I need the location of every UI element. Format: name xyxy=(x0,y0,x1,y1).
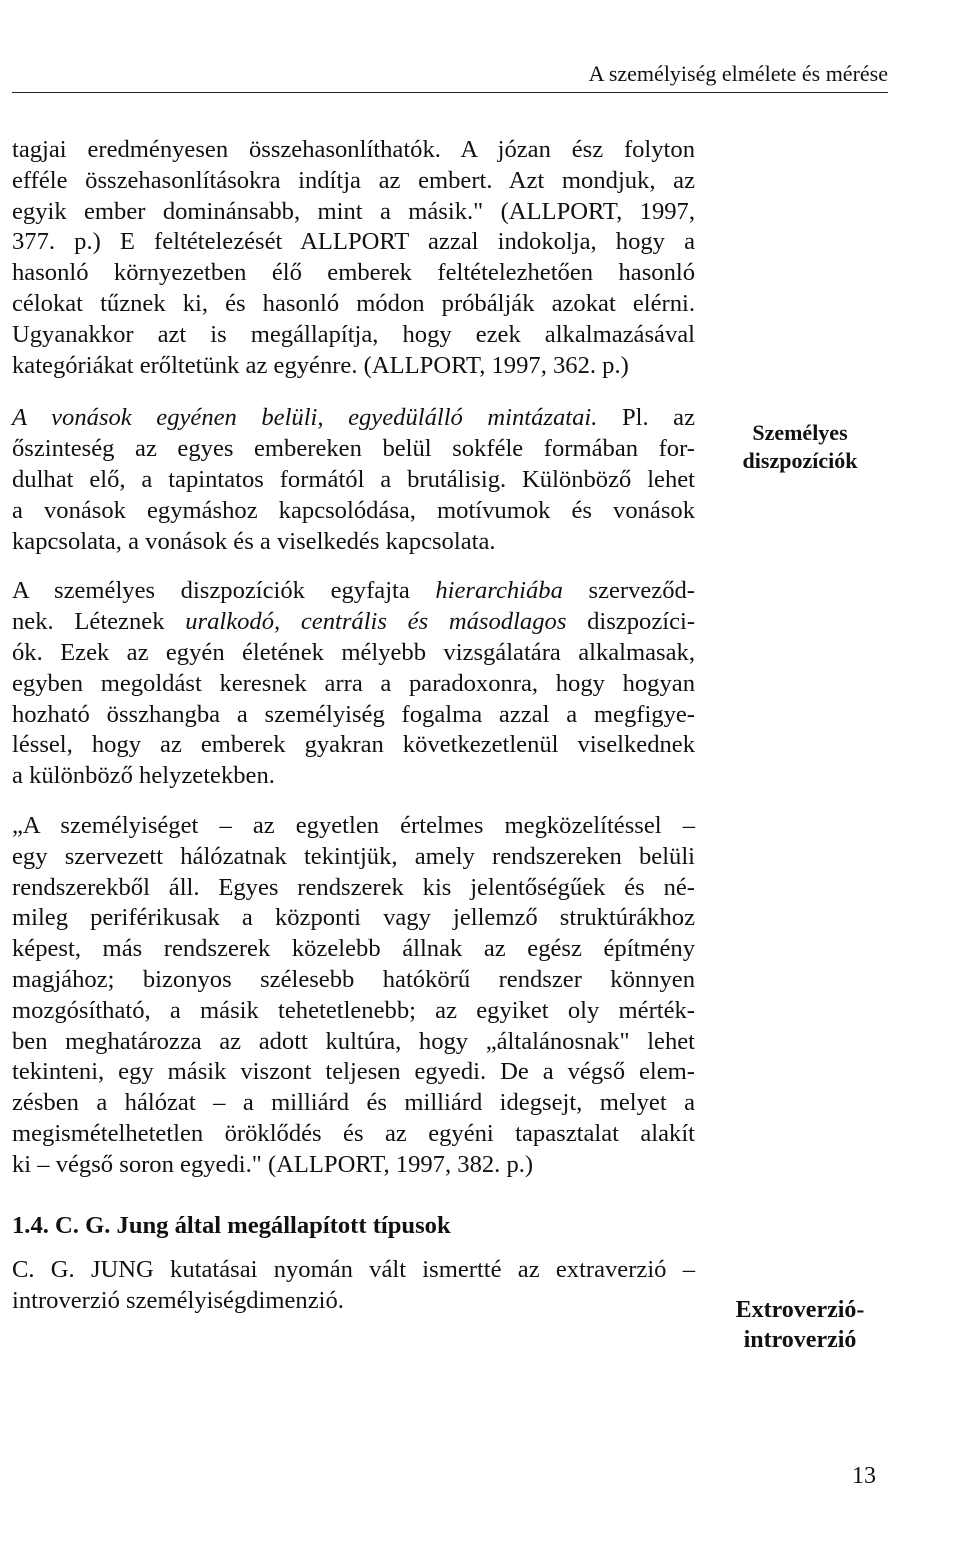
header-rule xyxy=(12,92,888,93)
text-line: C. G. JUNG kutatásai nyomán vált ismertté az extraverzió – xyxy=(12,1256,695,1284)
text-line: megismételhetetlen öröklődés és az egyéni tapasztalat alakít xyxy=(12,1119,695,1147)
text-line: ben meghatározza az adott kultúra, hogy „általánosnak" lehet xyxy=(12,1027,695,1055)
margin-note-dispositions xyxy=(712,419,888,475)
text-line: Ugyanakkor azt is megállapítja, hogy ezek alkalmazásával xyxy=(12,320,695,348)
paragraph-network-quote xyxy=(12,811,695,1181)
text-line: ók. Ezek az egyén életének mélyebb vizsgálatára alkalmasak, xyxy=(12,638,695,666)
italic-term: hierarchiába xyxy=(435,577,563,605)
italic-term: uralkodó, centrális és másodlagos xyxy=(185,608,567,636)
margin-note-line: diszpozíciók xyxy=(742,448,858,473)
text-line: zésben a hálózat – a milliárd és milliárd idegsejt, melyet a xyxy=(12,1089,695,1117)
text-run: diszpozíci- xyxy=(566,608,696,636)
paragraph-jung xyxy=(12,1255,695,1317)
text-line: „A személyiséget – az egyetlen értelmes megközelítéssel – xyxy=(12,811,695,839)
italic-lead: A vonások egyénen belüli, egyedülálló mintázatai. xyxy=(12,404,598,432)
margin-note-line: introverzió xyxy=(743,1327,857,1353)
text-line: hasonló környezetben élő emberek feltételezhetően hasonló xyxy=(12,259,695,287)
text-line xyxy=(12,403,695,434)
text-line: a vonások egymáshoz kapcsolódása, motívumok és vonások xyxy=(12,496,695,524)
paragraph-trait-patterns xyxy=(12,403,695,557)
text-line: dulhat elő, a tapintatos formától a brutálisig. Különböző lehet xyxy=(12,465,695,493)
text-line: célokat tűznek ki, és hasonló módon próbálják azokat elérni. xyxy=(12,289,695,317)
section-heading: 1.4. C. G. Jung által megállapított típusok xyxy=(12,1211,451,1239)
text-line: mileg periférikusak a központi vagy jellemző struktúrákhoz xyxy=(12,904,695,932)
text-run: Pl. az xyxy=(597,404,695,432)
text-line: tekinteni, egy másik viszont teljesen egyedi. De a végső elem- xyxy=(12,1058,695,1086)
margin-note-line: Személyes xyxy=(752,420,848,445)
text-line: őszinteség az egyes embereken belül sokféle formában for- xyxy=(12,435,695,463)
text-line: kapcsolata, a vonások és a viselkedés kapcsolata. xyxy=(12,527,496,555)
text-line: tagjai eredményesen összehasonlíthatók. A józan ész folyton xyxy=(12,136,695,163)
paragraph-hierarchy xyxy=(12,576,695,792)
text-line: kategóriákat erőltetünk az egyénre. (ALLPORT, 1997, 362. p.) xyxy=(12,351,629,379)
text-run: A személyes diszpozíciók egyfajta xyxy=(12,577,436,605)
text-line: a különböző helyzetekben. xyxy=(12,762,275,790)
text-run: nek. Léteznek xyxy=(12,608,186,636)
main-text xyxy=(12,135,695,1317)
text-line: efféle összehasonlításokra indítja az embert. Azt mondjuk, az xyxy=(12,166,695,194)
text-line: ki – végső soron egyedi." (ALLPORT, 1997, 382. p.) xyxy=(12,1150,534,1178)
text-line xyxy=(12,576,695,607)
page-number: 13 xyxy=(852,1463,876,1489)
text-line: 377. p.) E feltételezését ALLPORT azzal indokolja, hogy a xyxy=(12,228,695,256)
text-line: magjához; bizonyos szélesebb hatókörű rendszer könnyen xyxy=(12,965,695,993)
margin-note-line: Extroverzió- xyxy=(735,1297,865,1323)
text-line xyxy=(12,607,695,638)
text-run: szerveződ- xyxy=(562,577,695,605)
text-line: egy szervezett hálózatnak tekintjük, amely rendszereken belüli xyxy=(12,842,695,870)
paragraph-allport-quote-end xyxy=(12,135,695,381)
text-line: egyik ember dominánsabb, mint a másik." (ALLPORT, 1997, xyxy=(12,197,695,225)
text-line: hozható összhangba a személyiség fogalma azzal a megfigye- xyxy=(12,700,695,728)
text-line: léssel, hogy az emberek gyakran következetlenül viselkednek xyxy=(12,731,695,759)
text-line: képest, más rendszerek közelebb állnak az egész építmény xyxy=(12,935,695,963)
text-line: introverzió személyiségdimenzió. xyxy=(12,1287,344,1315)
text-line: rendszerekből áll. Egyes rendszerek kis jelentőségűek és né- xyxy=(12,873,695,901)
text-line: egyben megoldást keresnek arra a paradoxonra, hogy hogyan xyxy=(12,669,695,697)
text-line: mozgósítható, a másik tehetetlenebb; az egyiket oly mérték- xyxy=(12,996,695,1024)
running-header: A személyiség elmélete és mérése xyxy=(588,61,888,86)
margin-note-extroversion xyxy=(712,1295,888,1355)
